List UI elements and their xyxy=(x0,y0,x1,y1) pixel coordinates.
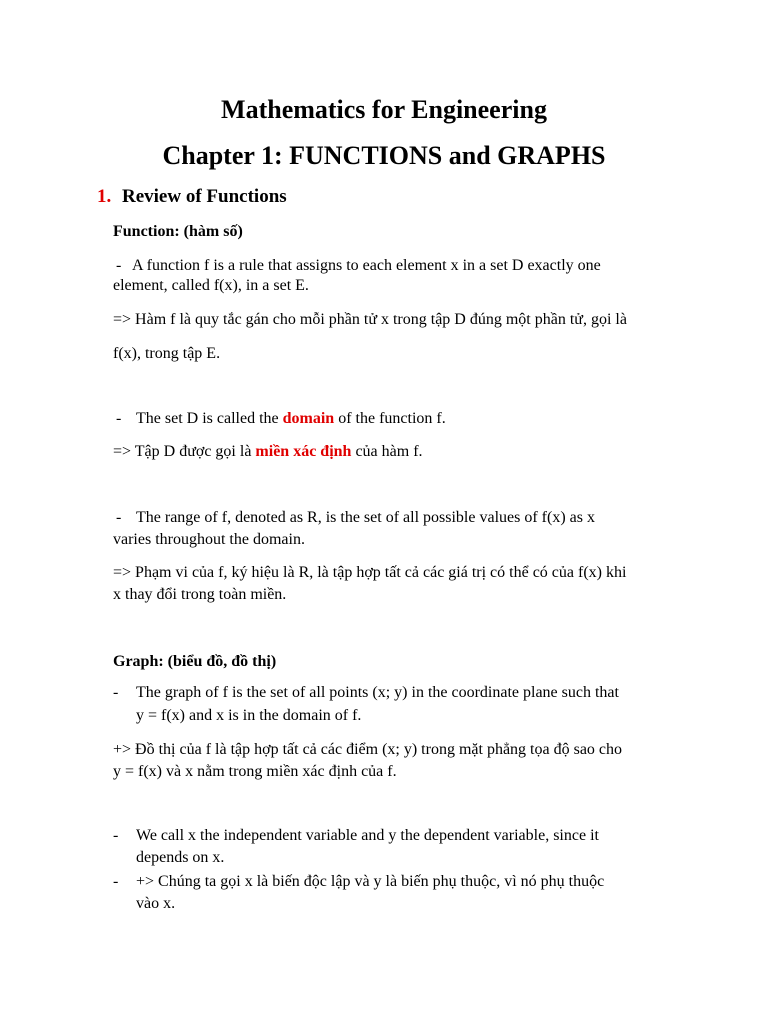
g3-line1: +> Chúng ta gọi x là biến độc lập và y là biến phụ thuộc, vì nó phụ thuộc xyxy=(136,873,605,890)
section-heading xyxy=(97,186,287,208)
p3-vi-line2: x thay đổi trong toàn miền. xyxy=(113,586,287,603)
p1-line1: A function f is a rule that assigns to each element x in a set D exactly one xyxy=(132,257,601,274)
p2-post: of the function f. xyxy=(334,410,446,427)
p1-vi-line2: f(x), trong tập E. xyxy=(113,345,221,362)
p2-pre: The set D is called the xyxy=(136,410,283,427)
g1-line1: The graph of f is the set of all points (x; y) in the coordinate plane such that xyxy=(136,684,619,701)
p1-line2: element, called f(x), in a set E. xyxy=(113,277,309,294)
p2-vi-post: của hàm f. xyxy=(351,443,423,460)
p2-vi-line xyxy=(113,442,423,462)
p3-line1: The range of f, denoted as R, is the set of all possible values of f(x) as x xyxy=(136,509,595,526)
p2-line xyxy=(136,409,446,429)
g2-line1: We call x the independent variable and y the dependent variable, since it xyxy=(136,827,599,844)
g1-vi-line1: +> Đồ thị của f là tập hợp tất cả các điểm (x; y) trong mặt phẳng tọa độ sao cho xyxy=(113,741,623,758)
bullet-dash: - xyxy=(113,873,119,890)
g1-vi-line2: y = f(x) và x nằm trong miền xác định của f. xyxy=(113,763,397,780)
p3-line2: varies throughout the domain. xyxy=(113,531,305,548)
bullet-dash: - xyxy=(113,827,119,844)
function-heading: Function: (hàm số) xyxy=(113,223,243,240)
chapter-title: Chapter 1: FUNCTIONS and GRAPHS xyxy=(162,141,606,170)
graph-heading: Graph: (biểu đồ, đồ thị) xyxy=(113,653,277,670)
p3-vi-line1: => Phạm vi của f, ký hiệu là R, là tập hợp tất cả các giá trị có thể có của f(x) khi xyxy=(113,564,627,581)
p1-vi-line1: => Hàm f là quy tắc gán cho mỗi phần tử x trong tập D đúng một phần tử, gọi là xyxy=(113,311,627,328)
domain-term: domain xyxy=(282,410,335,427)
section-number: 1. xyxy=(97,186,112,207)
g1-line2: y = f(x) and x is in the domain of f. xyxy=(136,707,362,724)
bullet-dash: - xyxy=(116,509,122,526)
bullet-dash: - xyxy=(116,257,122,274)
domain-term-vi: miền xác định xyxy=(255,443,352,460)
g3-line2: vào x. xyxy=(136,895,176,912)
document-title: Mathematics for Engineering xyxy=(221,95,547,124)
section-title: Review of Functions xyxy=(122,186,287,207)
bullet-dash: - xyxy=(113,684,119,701)
p2-vi-pre: => Tập D được gọi là xyxy=(113,443,256,460)
bullet-dash: - xyxy=(116,410,122,427)
g2-line2: depends on x. xyxy=(136,849,225,866)
